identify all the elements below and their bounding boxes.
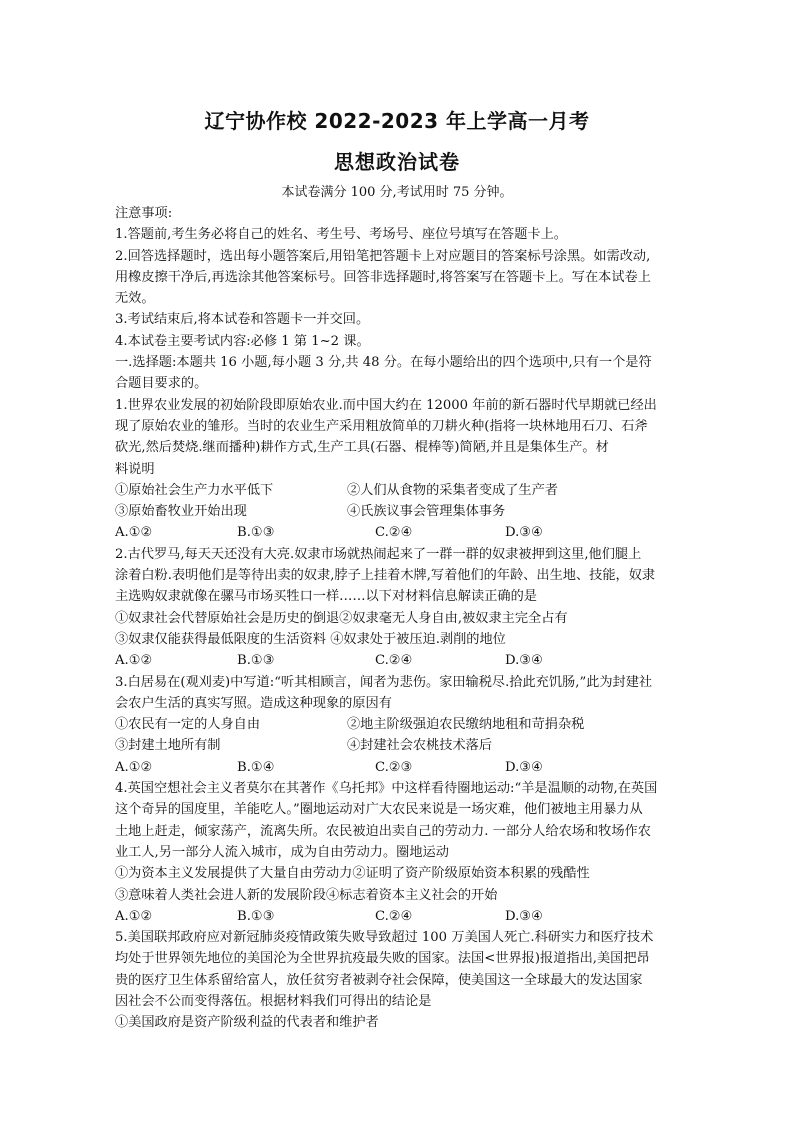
q4-choices [115, 906, 690, 927]
instruction-line: 3.考试结束后,将本试卷和答题卡一并交回。 [115, 312, 370, 328]
q2-choice-a: A.①② [115, 653, 153, 669]
q3-choice-a: A.①② [115, 759, 153, 775]
q1-statement-4: ④氏族议事会管理集体事务 [347, 504, 506, 520]
q1-choice-b: B.①③ [237, 525, 275, 541]
q1-stem-line: 砍光,然后焚烧.继而播种)耕作方式,生产工具(石器、棍棒等)简陋,并且是集体生产。材 [115, 440, 609, 456]
q3-choice-d: D.③④ [505, 759, 543, 775]
q1-choice-a: A.①② [115, 525, 153, 541]
q2-choice-c: C.②④ [375, 653, 413, 669]
q4-choice-a: A.①② [115, 908, 153, 924]
q1-choice-c: C.②④ [375, 525, 413, 541]
q4-stem-line: 土地上赶走，倾家荡产，流离失所。农民被迫出卖自己的劳动力. 一部分人给农场和牧场作农 [115, 823, 651, 839]
q3-choice-c: C.②③ [375, 759, 413, 775]
q4-statements: ③意味着人类社会进人新的发展阶段④标志着资本主义社会的开始 [115, 887, 498, 903]
q2-choice-b: B.①③ [237, 653, 275, 669]
q3-stem-line: 会农户生活的真实写照。造成这种现象的原因有 [115, 695, 392, 711]
q1-options-row [115, 480, 690, 501]
exam-note: 本试卷满分 100 分,考试用时 75 分钟。 [281, 185, 513, 200]
q1-options-row [115, 501, 690, 522]
q2-choice-d: D.③④ [505, 653, 543, 669]
q5-stem-line: 因社会不公而变得落伍。根据材料我们可得出的结论是 [115, 993, 432, 1009]
q3-choice-b: B.①④ [237, 759, 275, 775]
instructions-heading: 注意事项: [115, 206, 173, 221]
q1-choices [115, 522, 690, 543]
subject-title: 思想政治试卷 [334, 150, 460, 174]
instruction-line: 2.回答选择题时，选出每小题答案后,用铅笔把答题卡上对应题目的答案标号涂黑。如需改动, [115, 248, 651, 264]
q5-stem-line: 5.美国联邦政府应对新冠肺炎疫情政策失败导致超过 100 万美国人死亡.科研实力和医疗技术 [115, 930, 654, 946]
q2-choices [115, 650, 690, 671]
q4-choice-c: C.②④ [375, 908, 413, 924]
q3-choices [115, 757, 690, 778]
q4-choice-b: B.①③ [237, 908, 275, 924]
q3-statement-3: ③封建土地所有制 [115, 738, 221, 754]
q3-statement-2: ②地主阶级强迫农民缴纳地租和苛捐杂税 [347, 717, 585, 733]
q1-stem-line: 料说明 [115, 461, 155, 477]
instruction-line: 1.答题前,考生务必将自己的姓名、考生号、考场号、座位号填写在答题卡上。 [115, 227, 567, 243]
q1-statement-1: ①原始社会生产力水平低下 [115, 482, 274, 498]
q2-stem-line: 主选购奴隶就像在骡马市场买牲口一样……以下对材料信息解读正确的是 [115, 589, 537, 605]
q4-stem-line: 这个奇异的国度里，羊能吃人。”圈地运动对广大农民来说是一场灾难，他们被地主用暴力从 [115, 802, 643, 818]
q5-stem-line: 均处于世界领先地位的美国沦为全世界抗疫最失败的国家。法国<世界报)报道指出,美国把昂 [115, 951, 650, 967]
instruction-line: 用橡皮擦干净后,再选涂其他答案标号。回答非选择题时,将答案写在答题卡上。写在本试卷上 [115, 269, 651, 285]
q3-options-row [115, 714, 690, 735]
q3-statement-1: ①农民有一定的人身自由 [115, 717, 261, 733]
q4-stem-line: 4.英国空想社会主义者莫尔在其著作《乌托邦》中这样看待圈地运动:“羊是温顺的动物,在英国 [115, 781, 658, 797]
q3-options-row [115, 735, 690, 756]
q5-stem-line: 贵的医疗卫生体系留给富人，放任贫穷者被剥夺社会保障，使美国这一全球最大的发达国家 [115, 972, 643, 988]
q5-statement-1: ①美国政府是资产阶级利益的代表者和维护者 [115, 1015, 379, 1031]
q3-statement-4: ④封建社会农桃技术落后 [347, 738, 493, 754]
q1-stem-line: 1.世界农业发展的初始阶段即原始农业.而中国大约在 12000 年前的新石器时代早期就已经出 [115, 397, 657, 413]
instruction-line: 无效。 [115, 291, 155, 307]
q4-statements: ①为资本主义发展提供了大量自由劳动力②证明了资产阶级原始资本积累的残酷性 [115, 866, 590, 882]
q1-choice-d: D.③④ [505, 525, 543, 541]
q1-statement-3: ③原始畜牧业开始出现 [115, 504, 247, 520]
exam-body [115, 203, 690, 1034]
q2-stem-line: 2.古代罗马,每天天还没有大亮.奴隶市场就热闹起来了一群一群的奴隶被押到这里,他们腿上 [115, 546, 642, 562]
q2-statements: ③奴隶仅能获得最低限度的生活资料 ④奴隶处于被压迫.剥削的地位 [115, 631, 506, 647]
section-heading: 合题目要求的。 [115, 376, 208, 392]
section-heading: 一.选择题:本题共 16 小题,每小题 3 分,共 48 分。在每小题给出的四个选项中,只有一个是符 [115, 355, 652, 371]
q4-choice-d: D.③④ [505, 908, 543, 924]
q4-stem-line: 业工人,另一部分人流入城市，成为自由劳动力。圈地运动 [115, 844, 449, 860]
q2-stem-line: 涂着白粉.表明他们是等待出卖的奴隶,脖子上挂着木牌,写着他们的年龄、出生地、技能，奴隶 [115, 568, 656, 584]
exam-title: 辽宁协作校 2022-2023 年上学高一月考 [204, 109, 590, 133]
q2-statements: ①奴隶社会代替原始社会是历史的倒退②奴隶毫无人身自由,被奴隶主完全占有 [115, 610, 568, 626]
q3-stem-line: 3.白居易在(观刈麦)中写道:“听其相顾言，闻者为悲伤。家田输税尽.拾此充饥肠,”此为封建社 [115, 674, 653, 690]
q1-statement-2: ②人们从食物的采集者变成了生产者 [347, 482, 558, 498]
q1-stem-line: 现了原始农业的雏形。当时的农业生产采用粗放简单的刀耕火种(指将一块林地用石刀、石斧 [115, 418, 648, 434]
instruction-line: 4.本试卷主要考试内容:必修 1 第 1~2 课。 [115, 333, 370, 349]
